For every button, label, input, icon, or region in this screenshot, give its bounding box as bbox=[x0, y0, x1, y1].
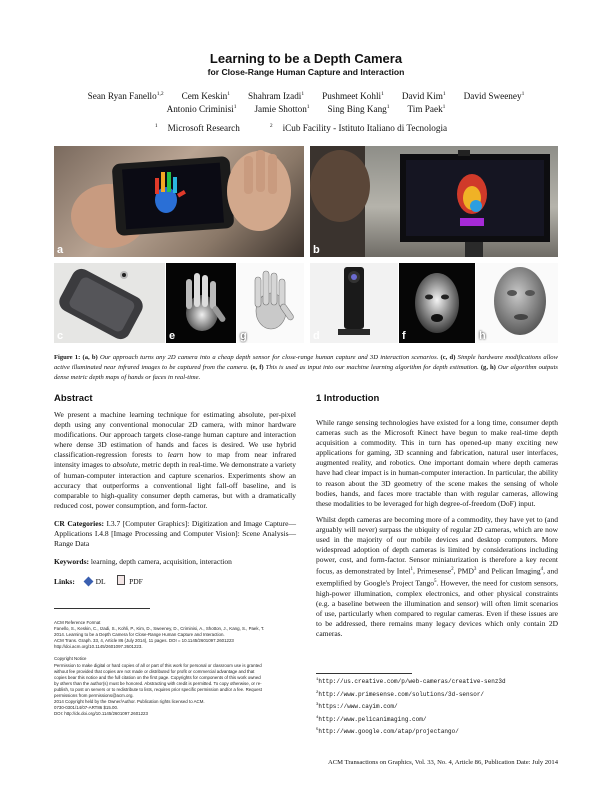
abstract-column bbox=[54, 410, 296, 591]
figure-caption bbox=[54, 353, 558, 383]
dl-link[interactable]: DL bbox=[95, 577, 106, 587]
acm-notice-line: 0730-0301/14/07-ART86 $15.00. bbox=[54, 705, 119, 711]
abstract-heading: Abstract bbox=[54, 393, 93, 404]
caption-segment: This is used as input into our machine learning algorithm for depth estimation. bbox=[265, 364, 481, 371]
panel-g-illustration bbox=[237, 263, 304, 343]
author-name: Pushmeet Kohli bbox=[322, 91, 382, 102]
acm-notice-line: copies bear this notice and the full citation on the first page. Copyrights for components of this work owned bbox=[54, 674, 261, 680]
panel-a-phone-capture bbox=[54, 146, 304, 257]
footnote bbox=[316, 675, 558, 688]
footnote bbox=[316, 725, 558, 738]
panel-h-label: h bbox=[479, 330, 486, 342]
acm-notice-line: Fanello, S., Keskin, C., Izadi, S., Kohli, P., Kim, D., Sweeney, D., Criminisi, A., Shotton, J., Kang, S., Paek, T. bbox=[54, 626, 265, 632]
acm-notice-line: http://doi.acm.org/10.1145/2601097.2601223. bbox=[54, 644, 143, 650]
panel-h-face-depth-mesh bbox=[476, 263, 558, 343]
panel-f-illustration bbox=[399, 263, 475, 343]
panel-g-hand-depth-mesh bbox=[237, 263, 304, 343]
footnote bbox=[316, 688, 558, 701]
acm-notice-line: 2014. Learning to be a Depth Camera for Close-Range Human Capture and Interaction. bbox=[54, 632, 225, 638]
footnote-url[interactable]: http://www.primesense.com/solutions/3d-sensor/ bbox=[318, 690, 485, 698]
panel-f-ir-face bbox=[399, 263, 475, 343]
links-row: Links: DL PDF bbox=[54, 577, 143, 587]
paper-title: Learning to be a Depth Camera bbox=[209, 51, 403, 66]
author-name: David Kim bbox=[401, 91, 443, 102]
acm-notice-line: by others than the author(s) must be honored. Abstracting with credit is permitted. To copy otherwise, or re- bbox=[54, 680, 262, 686]
cr-categories: CR Categories: I.3.7 [Computer Graphics]: Digitization and Image Capture—Applications I.4.8 [Image Processing and Computer Vision]: Scene Analysis—Range Data bbox=[54, 518, 296, 549]
author-name: Jamie Shotton bbox=[254, 104, 307, 115]
authors-line-2 bbox=[40, 100, 572, 116]
author-name: Antonio Criminisi bbox=[166, 104, 234, 115]
acm-notice-line: 2014 Copyright held by the Owner/Author. Publication rights licensed to ACM. bbox=[54, 699, 205, 705]
panel-e-ir-hand bbox=[166, 263, 236, 343]
author-affiliation-mark: 1 bbox=[442, 104, 446, 110]
panel-f-label: f bbox=[402, 330, 406, 342]
notice-rule bbox=[54, 608, 150, 609]
panel-d-label: d bbox=[313, 330, 320, 342]
acm-notice-line: ACM Trans. Graph. 33, 4, Article 86 (July 2014), 11 pages. DOI = 10.1145/2601097.2601223 bbox=[54, 638, 234, 644]
affiliation bbox=[270, 123, 457, 133]
caption-segment: Simple hardware modifications allow active illuminated near infrared images to be captured from the camera. bbox=[54, 354, 558, 371]
author-affiliation-mark: 1 bbox=[233, 104, 237, 110]
intro-paragraph-1: While range sensing technologies have existed for a long time, consumer depth cameras such as the Microsoft Kinect have begun to make real-time depth acquisition a commodity. This in turn has opened-up many exciting new applications for gaming, 3D scanning and fabrication, natural user interfaces, augmented reality, and robotics. One important domain where depth cameras have had clear impact is in human-computer interaction. In particular, the ability to reason about the 3D geometry of the scene makes the sensing of whole bodies, hands, and faces more tractable than with regular cameras, allowing these modalities to be leveraged for high degree-of-freedom (DoF) input. bbox=[316, 418, 558, 508]
caption-segment: Figure 1: bbox=[54, 354, 83, 361]
introduction-column bbox=[316, 418, 558, 643]
acm-notice bbox=[54, 620, 296, 717]
panel-a-label: a bbox=[57, 244, 64, 256]
author-affiliation-mark: 1 bbox=[386, 104, 390, 110]
panel-b-desktop-capture bbox=[310, 146, 558, 257]
affiliation-name: Microsoft Research bbox=[167, 123, 240, 134]
panel-h-illustration bbox=[476, 263, 558, 343]
author-affiliation-mark: 1,2 bbox=[156, 91, 164, 97]
footnote-number: 2 bbox=[316, 690, 319, 695]
panel-c-modified-phone bbox=[54, 263, 165, 343]
author-name: Tim Paek bbox=[407, 104, 443, 115]
author bbox=[167, 104, 237, 114]
affiliation bbox=[155, 123, 250, 133]
author-affiliation-mark: 1 bbox=[227, 91, 231, 97]
acm-notice-line: permissions from permissions@acm.org. bbox=[54, 693, 134, 699]
journal-footer: ACM Transactions on Graphics, Vol. 33, No. 4, Article 86, Publication Date: July 2014 bbox=[328, 759, 558, 766]
pdf-icon bbox=[117, 575, 125, 585]
panel-d-illustration bbox=[310, 263, 398, 343]
caption-segment: Our approach turns any 2D camera into a cheap depth sensor for close-range human capture and 3D interaction scenarios. bbox=[99, 354, 441, 361]
footnotes bbox=[316, 675, 558, 738]
footnote-rule bbox=[316, 673, 412, 674]
caption-segment: (c, d) bbox=[440, 354, 458, 361]
footnote-url[interactable]: https://www.cayim.com/ bbox=[318, 703, 398, 710]
acm-notice-line: publish, to post on servers or to redistribute to lists, requires prior specific permission and/or a fee. Request bbox=[54, 686, 262, 692]
introduction-heading: 1 Introduction bbox=[316, 393, 380, 404]
panel-a-illustration bbox=[54, 146, 304, 257]
panel-e-illustration bbox=[166, 263, 236, 343]
caption-segment: (e, f) bbox=[250, 364, 266, 371]
affiliation-number: 1 bbox=[154, 123, 158, 129]
acm-notice-line: Permission to make digital or hard copies of all or part of this work for personal or classroom use is granted bbox=[54, 662, 262, 668]
pdf-link[interactable]: PDF bbox=[129, 577, 143, 587]
footnote-url[interactable]: http://us.creative.com/p/web-cameras/creative-senz3d bbox=[318, 678, 506, 685]
footnote bbox=[316, 713, 558, 726]
author-affiliation-mark: 1 bbox=[521, 91, 525, 97]
author bbox=[328, 104, 390, 114]
author bbox=[408, 104, 446, 114]
acm-notice-line: DOI: http://dx.doi.org/10.1145/2601097.2601223 bbox=[54, 711, 148, 717]
author-name: Sean Ryan Fanello bbox=[87, 91, 157, 102]
author-name: Cem Keskin bbox=[181, 91, 228, 102]
panel-c-label: c bbox=[57, 330, 64, 342]
caption-segment: Our algorithm outputs dense metric depth maps of hands or faces in real-time. bbox=[54, 364, 558, 381]
paper-subtitle: for Close-Range Human Capture and Interaction bbox=[207, 67, 405, 77]
author-affiliation-mark: 1 bbox=[301, 91, 305, 97]
author-affiliation-mark: 1 bbox=[381, 91, 384, 97]
footnote-number: 4 bbox=[316, 715, 319, 720]
acm-notice-line: without fee provided that copies are not made or distributed for profit or commercial advantage and that bbox=[54, 668, 255, 674]
abstract-body: We present a machine learning technique for estimating absolute, per-pixel depth using any conventional monocular 2D camera, with minor hardware modifications. Our approach targets close-range human capture and interaction where dense 3D estimation of hands and faces is desired. We use hybrid classification-regression forests to learn how to map from near infrared intensity images to absolute, metric depth in real-time. We demonstrate a variety of human-computer interaction and capture scenarios. Experiments show an accuracy that outperforms a conventional light fall-off baseline, and is comparable to high-quality consumer depth cameras, but with a dramatically reduced cost, power consumption, and form-factor. bbox=[54, 410, 296, 510]
caption-segment: (g, h) bbox=[480, 364, 498, 371]
panel-b-illustration bbox=[310, 146, 558, 257]
panel-c-illustration bbox=[54, 263, 165, 343]
acm-dl-icon bbox=[83, 577, 93, 587]
author-affiliation-mark: 1 bbox=[442, 91, 446, 97]
author-affiliation-mark: 1 bbox=[306, 104, 310, 110]
affiliations bbox=[0, 123, 612, 133]
panel-g-label: g bbox=[240, 330, 247, 342]
keywords: Keywords: learning, depth camera, acquisition, interaction bbox=[54, 557, 232, 567]
footnote-number: 5 bbox=[316, 728, 319, 732]
acm-notice-line: Copyright Notice bbox=[54, 656, 87, 662]
footnote-url[interactable]: http://www.pelicanimaging.com/ bbox=[318, 715, 427, 723]
panel-b-label: b bbox=[313, 244, 320, 256]
footnote-number: 1 bbox=[316, 678, 319, 682]
affiliation-name: iCub Facility - Istituto Italiano di Tecnologia bbox=[282, 123, 448, 134]
panel-d-modified-webcam bbox=[310, 263, 398, 343]
footnote bbox=[316, 700, 558, 713]
author bbox=[254, 104, 309, 114]
footnote-number: 3 bbox=[316, 703, 319, 707]
affiliation-number: 2 bbox=[269, 123, 273, 129]
author-name: Shahram Izadi bbox=[248, 91, 302, 102]
panel-e-label: e bbox=[169, 330, 176, 342]
author-name: David Sweeney bbox=[463, 91, 522, 102]
acm-notice-line: ACM Reference Format bbox=[54, 620, 101, 625]
intro-paragraph-2: Whilst depth cameras are becoming more of a commodity, they have yet to (and arguably will never) surpass the ubiquity of regular 2D cameras, which are now used in the majority of our mobile devices and desktop computers. More widespread adoption of depth cameras is limited by considerations including power, cost, and form-factor. Sensor miniaturization is therefore a key recent focus, as demonstrated by Intel$^1$, Primesense$^2$, PMD$^3$ and Pelican Imaging$^4$, and exemplified by Google's Project Tango$^5$. However, the need for custom sensors, high-power illumination, complex electronics, and other physical constraints (e.g. a baseline between the illumination and sensor) will often limit scenarios of use, particularly when compared to regular cameras. Even if these issues are to be addressed, there remains many legacy devices which only contain 2D cameras. bbox=[316, 514, 558, 638]
footnote-url[interactable]: http://www.google.com/atap/projectango/ bbox=[318, 728, 459, 735]
teaser-figure bbox=[54, 146, 558, 344]
caption-segment: (a, b) bbox=[82, 354, 100, 361]
author-name: Sing Bing Kang bbox=[327, 104, 387, 115]
